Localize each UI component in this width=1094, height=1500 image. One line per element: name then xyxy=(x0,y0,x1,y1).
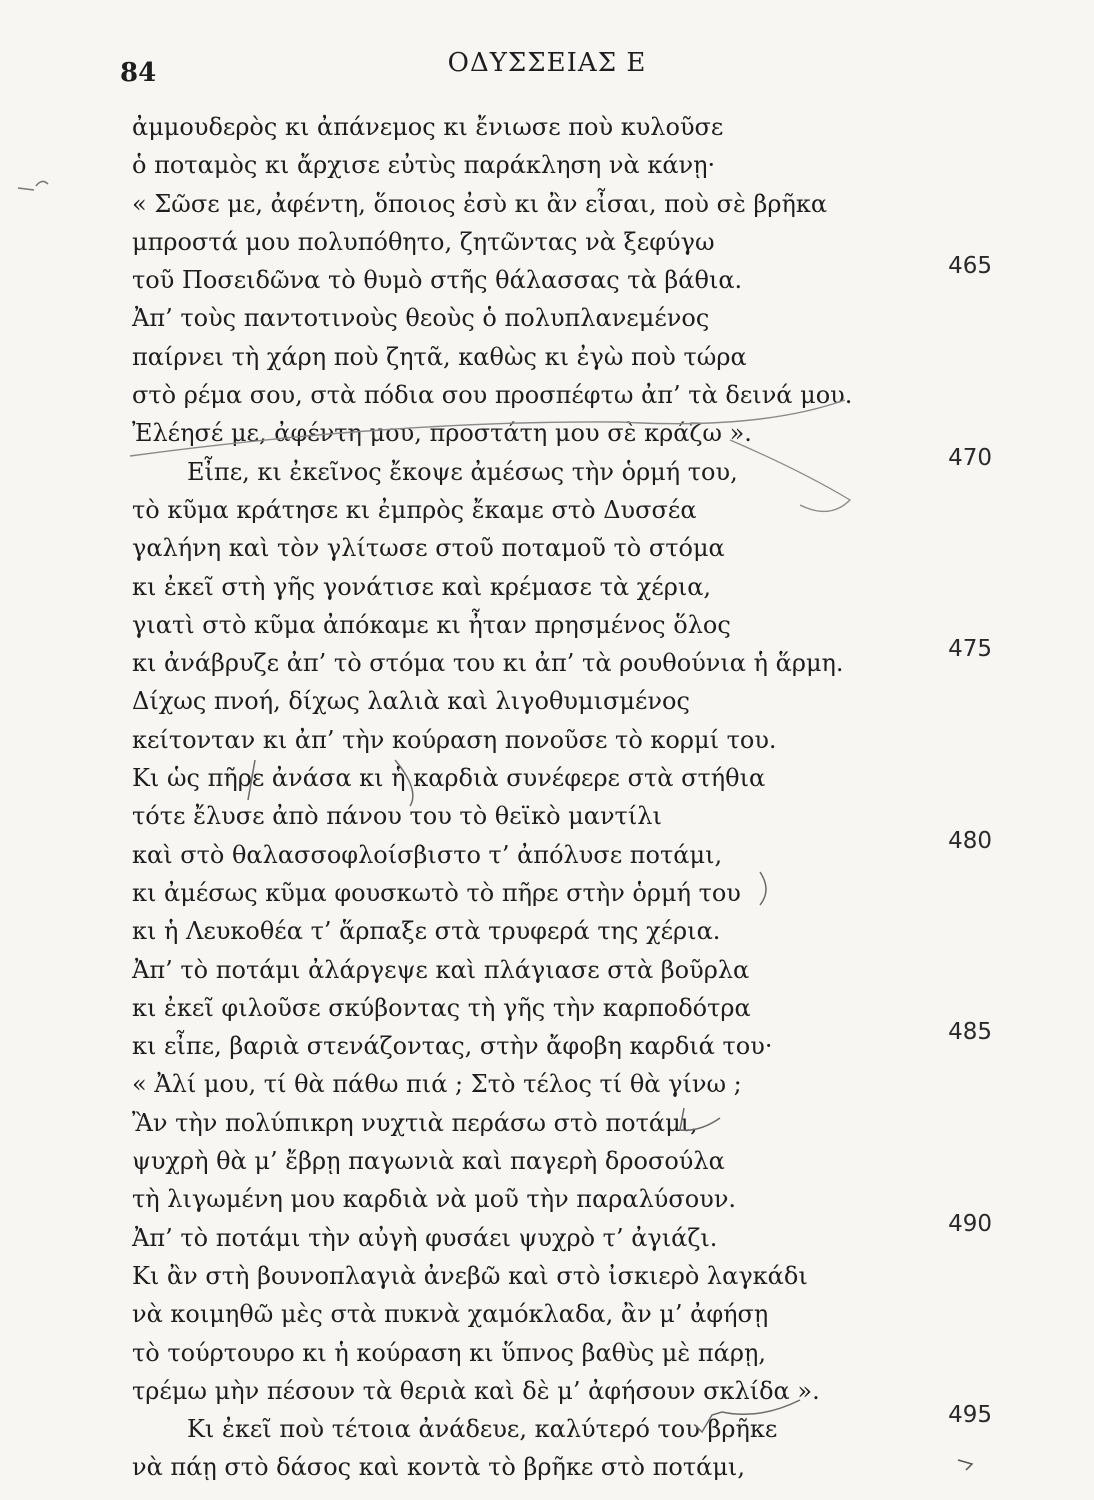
verse-line xyxy=(132,1402,992,1448)
verse-text: κι ἀνάβρυζε ἀπ’ τὸ στόμα του κι ἀπ’ τὰ ρουθούνια ἡ ἅρμη. xyxy=(132,649,844,678)
verse-line xyxy=(132,1019,992,1065)
verse-block xyxy=(132,108,992,1487)
verse-line xyxy=(132,1065,992,1103)
verse-text: τρέμω μὴν πέσουν τὰ θεριὰ καὶ δὲ μ’ ἀφήσουν σκλίδα ». xyxy=(132,1376,820,1405)
verse-text: Εἶπε, κι ἐκεῖνος ἔκοψε ἀμέσως τὴν ὁρμή του, xyxy=(187,457,738,486)
verse-text: νὰ πάῃ στὸ δάσος καὶ κοντὰ τὸ βρῆκε στὸ ποτάμι, xyxy=(132,1453,745,1482)
verse-text: « Ἀλί μου, τί θὰ πάθω πιά ; Στὸ τέλος τί θὰ γίνω ; xyxy=(132,1070,742,1099)
verse-text: Κι ἂν στὴ βουνοπλαγιὰ ἀνεβῶ καὶ στὸ ἰσκιερὸ λαγκάδι xyxy=(132,1261,808,1290)
verse-text: Δίχως πνοή, δίχως λαλιὰ καὶ λιγοθυμισμένος xyxy=(132,687,690,716)
running-title: ΟΔΥΣΣΕΙΑΣ Ε xyxy=(447,48,647,78)
verse-text: « Σῶσε με, ἀφέντη, ὅποιος ἐσὺ κι ἂν εἶσαι, ποὺ σὲ βρῆκα xyxy=(132,189,828,218)
verse-line xyxy=(132,912,992,950)
verse-text: καὶ στὸ θαλασσοφλοίσβιστο τ’ ἀπόλυσε ποτάμι, xyxy=(132,840,723,869)
verse-line xyxy=(132,568,992,606)
verse-number: 495 xyxy=(948,1402,992,1429)
verse-line xyxy=(132,827,992,874)
verse-text: ὁ ποταμὸς κι ἄρχισε εὐτὺς παράκληση νὰ κάνῃ· xyxy=(132,151,716,180)
verse-text: Κι ὡς πῆρε ἀνάσα κι ἡ καρδιὰ συνέφερε στὰ στήθια xyxy=(132,764,766,793)
verse-line xyxy=(132,1295,992,1333)
page-number: 84 xyxy=(120,58,157,88)
verse-line xyxy=(132,1372,992,1410)
verse-line xyxy=(132,529,992,567)
verse-text: μπροστά μου πολυπόθητο, ζητῶντας νὰ ξεφύγω xyxy=(132,227,715,256)
verse-text: Ἐλέησέ με, ἀφέντη μου, προστάτη μου σὲ κράζω ». xyxy=(132,419,752,448)
verse-line xyxy=(132,989,992,1027)
verse-line xyxy=(132,797,992,835)
verse-line xyxy=(132,682,992,720)
verse-text: τὸ κῦμα κράτησε κι ἐμπρὸς ἔκαμε στὸ Δυσσέα xyxy=(132,495,697,524)
verse-text: κείτονταν κι ἀπ’ τὴν κούραση πονοῦσε τὸ κορμί του. xyxy=(132,725,777,754)
verse-text: στὸ ρέμα σου, στὰ πόδια σου προσπέφτω ἀπ’ τὰ δεινά μου. xyxy=(132,381,853,410)
verse-line xyxy=(132,1180,992,1218)
verse-line xyxy=(132,1104,992,1142)
verse-line xyxy=(132,1210,992,1257)
verse-line xyxy=(132,185,992,223)
verse-line xyxy=(132,338,992,376)
verse-text: κι ἀμέσως κῦμα φουσκωτὸ τὸ πῆρε στὴν ὁρμή του xyxy=(132,878,741,907)
verse-number: 485 xyxy=(948,1019,992,1046)
verse-text: γιατὶ στὸ κῦμα ἀπόκαμε κι ἦταν πρησμένος ὅλος xyxy=(132,610,731,639)
verse-text: Ἀπ’ τὸ ποτάμι τὴν αὐγὴ φυσάει ψυχρὸ τ’ ἀγιάζι. xyxy=(132,1223,718,1252)
verse-number: 475 xyxy=(948,636,992,663)
verse-line xyxy=(132,951,992,989)
verse-line xyxy=(132,376,992,414)
verse-text: κι ἐκεῖ στὴ γῆς γονάτισε καὶ κρέμασε τὰ χέρια, xyxy=(132,572,712,601)
verse-number: 470 xyxy=(948,444,992,471)
verse-line xyxy=(132,1448,992,1486)
verse-text: τὸ τούρτουρο κι ἡ κούραση κι ὕπνος βαθὺς μὲ πάρῃ, xyxy=(132,1338,766,1367)
verse-line xyxy=(132,721,992,759)
verse-line xyxy=(132,606,992,644)
verse-line xyxy=(132,874,992,912)
verse-line xyxy=(132,1334,992,1372)
verse-text: τὴ λιγωμένη μου καρδιὰ νὰ μοῦ τὴν παραλύσουν. xyxy=(132,1185,737,1214)
verse-line xyxy=(132,444,992,491)
verse-text: Ἀπ’ τοὺς παντοτινοὺς θεοὺς ὁ πολυπλανεμένος xyxy=(132,304,710,333)
verse-text: κι εἶπε, βαριὰ στενάζοντας, στὴν ἄφοβη καρδιά του· xyxy=(132,1032,773,1061)
verse-text: κι ἐκεῖ φιλοῦσε σκύβοντας τὴ γῆς τὴν καρποδότρα xyxy=(132,993,751,1022)
verse-line xyxy=(132,146,992,184)
verse-text: Ἀπ’ τὸ ποτάμι ἀλάργεψε καὶ πλάγιασε στὰ βοῦρλα xyxy=(132,955,750,984)
verse-line xyxy=(132,491,992,529)
verse-text: τοῦ Ποσειδῶνα τὸ θυμὸ στῆς θάλασσας τὰ βάθια. xyxy=(132,266,743,295)
verse-number: 465 xyxy=(948,253,992,280)
verse-text: ψυχρὴ θὰ μ’ ἔβρῃ παγωνιὰ καὶ παγερὴ δροσούλα xyxy=(132,1147,725,1176)
verse-text: νὰ κοιμηθῶ μὲς στὰ πυκνὰ χαμόκλαδα, ἂν μ’ ἀφήσῃ xyxy=(132,1300,769,1329)
verse-line xyxy=(132,1257,992,1295)
verse-text: γαλήνη καὶ τὸν γλίτωσε στοῦ ποταμοῦ τὸ στόμα xyxy=(132,534,725,563)
verse-text: ἀμμουδερὸς κι ἀπάνεμος κι ἔνιωσε ποὺ κυλοῦσε xyxy=(132,113,724,141)
verse-line xyxy=(132,299,992,337)
verse-line xyxy=(132,414,992,452)
verse-text: τότε ἔλυσε ἀπὸ πάνου του τὸ θεϊκὸ μαντίλι xyxy=(132,802,662,831)
verse-number: 490 xyxy=(948,1210,992,1237)
verse-text: κι ἡ Λευκοθέα τ’ ἅρπαξε στὰ τρυφερά της χέρια. xyxy=(132,917,721,946)
verse-text: παίρνει τὴ χάρη ποὺ ζητᾶ, καθὼς κι ἐγὼ ποὺ τώρα xyxy=(132,342,747,371)
verse-text: Κι ἐκεῖ ποὺ τέτοια ἀνάδευε, καλύτερό του βρῆκε xyxy=(187,1415,778,1444)
verse-line xyxy=(132,1142,992,1180)
verse-line xyxy=(132,223,992,261)
verse-line xyxy=(132,636,992,682)
verse-line xyxy=(132,253,992,299)
verse-number: 480 xyxy=(948,827,992,854)
verse-text: Ἂν τὴν πολύπικρη νυχτιὰ περάσω στὸ ποτάμι, xyxy=(132,1108,698,1137)
verse-line xyxy=(132,108,992,146)
verse-line xyxy=(132,759,992,797)
